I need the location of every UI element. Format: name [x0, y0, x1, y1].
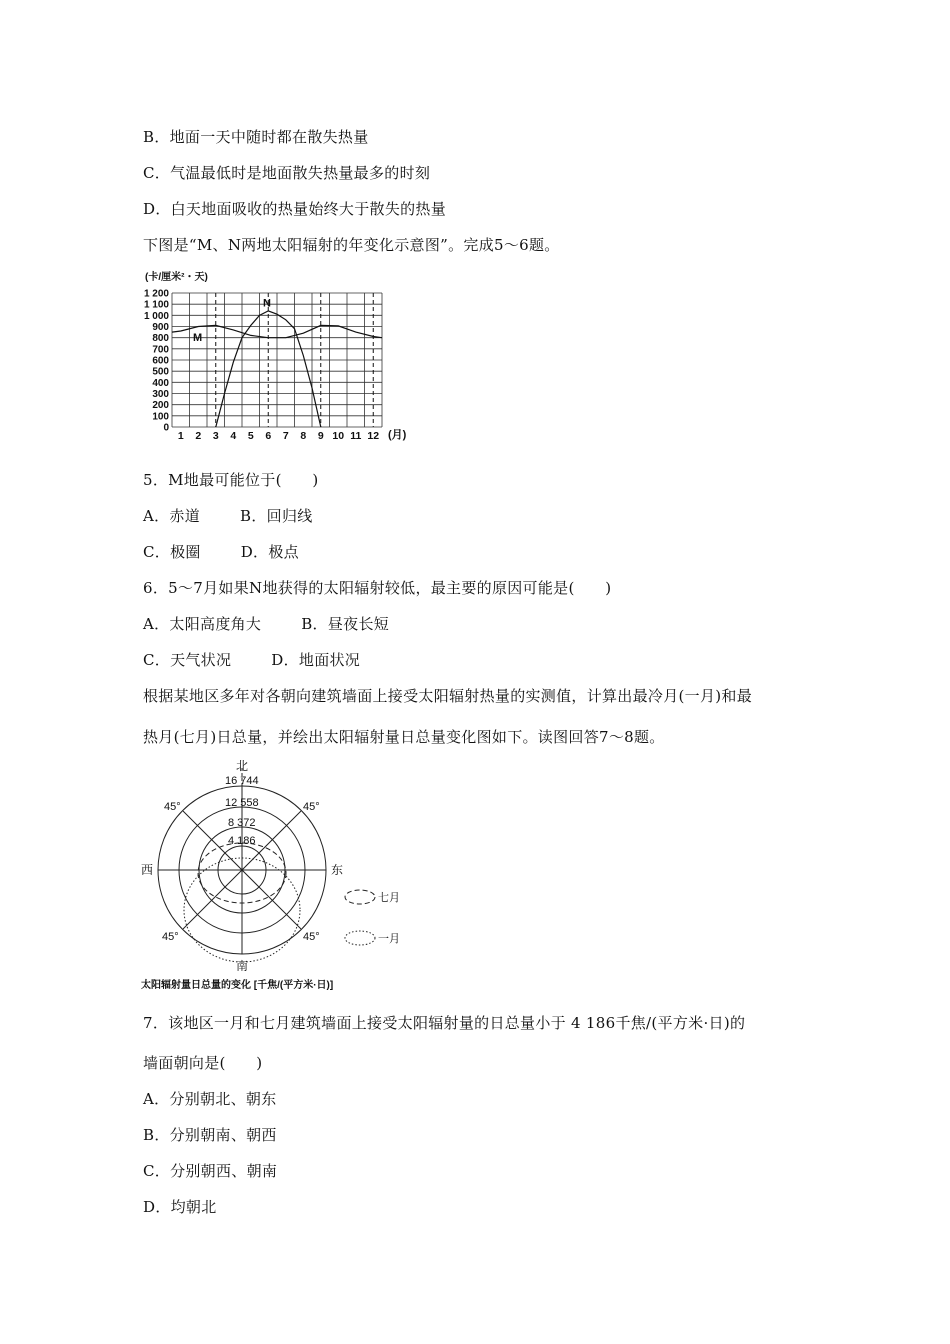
x-tick-label: 8	[300, 430, 307, 442]
option-5c: C．极圈	[143, 543, 201, 561]
option-6c: C．天气状况	[143, 651, 232, 669]
y-tick-label: 200	[152, 400, 169, 412]
y-tick-label: 100	[152, 411, 169, 423]
chart-x-axis-label: (月)	[388, 429, 407, 441]
legend-january-swatch	[345, 931, 375, 945]
option-7b: B．分别朝南、朝西	[143, 1126, 277, 1144]
ring-label-4186: 4 186	[228, 835, 256, 847]
options-6-ab	[143, 614, 389, 634]
intro-questions-7-8-line2: 热月(七月)日总量，并绘出太阳辐射量日总量变化图如下。读图回答7～8题。	[143, 728, 665, 746]
legend-january-label: 一月	[378, 933, 400, 945]
option-7c: C．分别朝西、朝南	[143, 1162, 278, 1180]
label-east: 东	[331, 863, 344, 877]
y-tick-label: 700	[152, 344, 169, 356]
options-5-cd	[143, 542, 299, 562]
y-tick-label: 0	[163, 422, 169, 434]
question-5: 5．M地最可能位于( )	[143, 471, 319, 489]
legend-july-swatch	[345, 890, 375, 904]
chart-unit-label: (卡/厘米²・天)	[145, 272, 208, 283]
x-tick-label: 6	[265, 430, 272, 442]
x-tick-label: 7	[282, 430, 289, 442]
x-tick-label: 1	[177, 430, 184, 442]
option-5a: A．赤道	[143, 507, 201, 525]
label-45-ne: 45°	[303, 801, 320, 813]
x-tick-label: 10	[332, 430, 345, 442]
x-tick-label: 3	[212, 430, 219, 442]
series-label-n: N	[263, 297, 271, 310]
option-5b: B．回归线	[240, 507, 313, 525]
chart-y-tick-labels	[144, 289, 169, 434]
ring-label-12558: 12 558	[225, 797, 259, 809]
ring-label-8372: 8 372	[228, 817, 256, 829]
question-7-line1: 7．该地区一月和七月建筑墙面上接受太阳辐射量的日总量小于 4 186千焦/(平方米·日)的	[143, 1014, 746, 1032]
option-6d: D．地面状况	[271, 651, 361, 669]
options-5-ab	[143, 506, 313, 526]
y-tick-label: 600	[152, 355, 169, 367]
option-7a: A．分别朝北、朝东	[143, 1090, 277, 1108]
x-tick-label: 11	[350, 430, 362, 442]
y-tick-label: 1 100	[143, 299, 169, 311]
x-tick-label: 9	[317, 430, 324, 442]
option-7d: D．均朝北	[143, 1198, 217, 1216]
y-tick-label: 300	[152, 389, 169, 400]
label-45-sw: 45°	[162, 931, 179, 943]
chart-grid	[172, 293, 382, 427]
question-6: 6．5～7月如果N地获得的太阳辐射较低，最主要的原因可能是( )	[143, 579, 612, 597]
options-6-cd	[143, 650, 360, 670]
label-45-nw: 45°	[164, 801, 181, 813]
polar-caption: 太阳辐射量日总量的变化 [千焦/(平方米·日)]	[141, 980, 334, 991]
intro-questions-5-6: 下图是“M、N两地太阳辐射的年变化示意图”。完成5～6题。	[143, 236, 560, 254]
question-7-line2: 墙面朝向是( )	[143, 1054, 263, 1072]
option-4d: D．白天地面吸收的热量始终大于散失的热量	[143, 200, 447, 218]
x-tick-label: 4	[230, 430, 237, 442]
option-6b: B．昼夜长短	[301, 615, 390, 633]
y-tick-label: 900	[152, 322, 169, 333]
y-tick-label: 1 200	[143, 288, 169, 300]
option-6a: A．太阳高度角大	[143, 615, 262, 633]
option-5d: D．极点	[240, 543, 299, 561]
label-west: 西	[141, 863, 154, 877]
radiation-line-chart	[140, 268, 420, 448]
label-45-se: 45°	[303, 931, 320, 943]
series-label-m: M	[193, 332, 203, 345]
y-tick-label: 800	[152, 333, 169, 345]
x-tick-label: 5	[247, 430, 254, 442]
polar-radiation-diagram	[138, 758, 418, 994]
ring-label-16744: 16 744	[225, 775, 259, 787]
legend-july-label: 七月	[378, 892, 400, 904]
y-tick-label: 500	[152, 366, 169, 378]
option-4b: B．地面一天中随时都在散失热量	[143, 128, 369, 146]
label-south: 南	[236, 959, 249, 973]
intro-questions-7-8-line1: 根据某地区多年对各朝向建筑墙面上接受太阳辐射热量的实测值，计算出最冷月(一月)和最	[143, 687, 753, 705]
option-4c: C．气温最低时是地面散失热量最多的时刻	[143, 164, 431, 182]
y-tick-label: 1 000	[143, 310, 169, 322]
label-north: 北	[236, 759, 249, 773]
y-tick-label: 400	[152, 377, 169, 389]
x-tick-label: 12	[367, 430, 380, 442]
x-tick-label: 2	[195, 430, 202, 442]
chart-x-tick-labels	[178, 430, 379, 442]
